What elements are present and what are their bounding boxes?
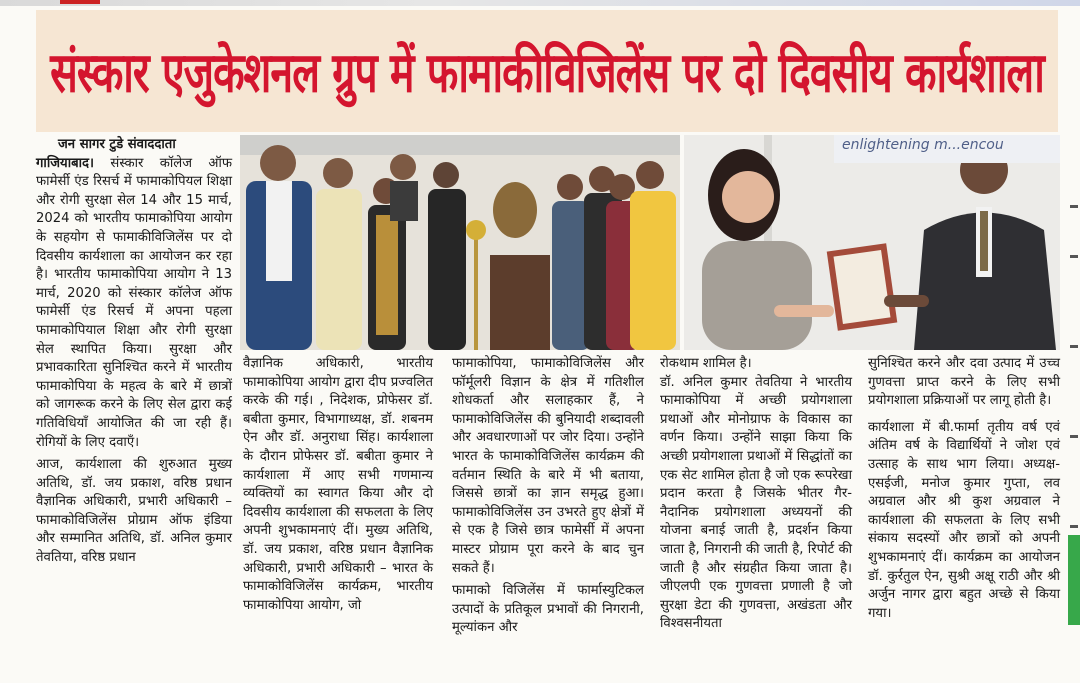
edge-mark xyxy=(1070,435,1078,438)
edge-mark xyxy=(1070,525,1078,528)
column-5-para-1: सुनिश्चित करने और दवा उत्पाद में उच्च गुणवत्ता प्राप्त करने के लिए सभी प्रयोगशाला प्रक्रियाओं पर लागू होती है। xyxy=(868,356,1060,409)
column-3-para-2: फामाको विजिलेंस में फार्मास्युटिकल उत्पादों के प्रतिकूल प्रभावों की निगरानी, मूल्यांकन और xyxy=(452,583,644,636)
photo-lamp-lighting-art xyxy=(240,135,680,350)
column-5 xyxy=(868,355,1060,623)
column-2-para-1: वैज्ञानिक अधिकारी, भारतीय फामाकोपिया आयोग द्वारा दीप प्रज्वलित करके की गई। , निदेशक, प्रोफेसर डॉ. बबीता कुमार, विभागाध्यक्ष, डॉ. शबनम ऐन और डॉ. अनुराधा सिंह। कार्यशाला के दौरान प्रोफेसर डॉ. बबीता कुमार ने कार्यशाला में आए सभी गणमान्य व्यक्तियों का स्वागत किया और दो दिवसीय कार्यशाला की सफलता के लिए अपनी शुभकामनाएं दीं। मुख्य अतिथि, डॉ. जय प्रकाश, वरिष्ठ प्रधान वैज्ञानिक अधिकारी, प्रभारी अधिकारी – भारत के फामाकोविजिलेंस कार्यक्रम, भारतीय फामाकोपिया आयोग, जो xyxy=(243,356,433,613)
top-red-mark xyxy=(60,0,100,4)
column-1-para-1-text: संस्कार कॉलेज ऑफ फामेर्सी एंड रिसर्च में फामाकोपियल शिक्षा और रोगी सुरक्षा सेल 14 और 15 मार्च, 2024 को भारतीय फामाकोपिया आयोग के सहयोग से फामाकीविजिलेंस पर दो दिवसीय कार्यशाला का आयोजन कर रहा है। भारतीय फामाकोपिया आयोग ने 13 मार्च, 2020 को संस्कार कॉलेज ऑफ फामेर्सी एंड रिसर्च में अपना पहला फामाकोपियाल शिक्षा और रोगी सुरक्षा सेल स्थापित किया। सुरक्षा और प्रभावकारिता सुनिश्चित करने में भारतीय फामाकोपिया के महत्व के बारे में छात्रों को जागरूक करने के लिए सेल द्वारा कई गतिविधियाँ आयोजित की जा रही हैं। रोगियों के लिए दवाएँ। xyxy=(36,155,232,450)
dateline: गाजियाबाद। xyxy=(36,155,95,171)
column-1-para-1 xyxy=(36,155,232,453)
headline-band xyxy=(36,10,1058,132)
edge-green-block xyxy=(1068,535,1080,625)
column-1 xyxy=(36,136,232,568)
photo-felicitation xyxy=(684,135,1060,350)
column-2 xyxy=(243,355,433,615)
photo-lamp-lighting xyxy=(240,135,680,350)
column-4 xyxy=(660,355,852,634)
column-3-para-1: फामाकोपिया, फामाकोविजिलेंस और फॉर्मूलरी विज्ञान के क्षेत्र में गतिशील शोधकर्ता और सलाहकार हैं, ने फामाकोविजिलेंस की बुनियादी शब्दावली और अवधारणाओं पर जोर दिया। उन्होंने भारत के फामाकोविजिलेंस कार्यक्रम की वर्तमान स्थिति के बारे में भी बताया, जिससे छात्रों का ज्ञान समृद्ध हुआ। फामाकोविजिलेंस उन उभरते हुए क्षेत्रों में से एक है जिसे छात्र फामेर्सी में अपना मास्टर प्रोग्राम पूरा करने के बाद चुन सकते हैं। xyxy=(452,356,644,576)
photo-felicitation-art xyxy=(684,135,1060,350)
byline: जन सागर टुडे संवाददाता xyxy=(58,137,176,152)
photo-banner xyxy=(834,135,1060,163)
headline: संस्कार एजुकेशनल ग्रुप में फामाकीविजिलेंस पर दो दिवसीय कार्यशाला xyxy=(50,39,1044,105)
edge-mark xyxy=(1070,345,1078,348)
photo-banner-text: enlightening m...encou xyxy=(842,137,1004,153)
adjacent-page-edge xyxy=(1066,135,1080,683)
column-5-para-2: कार्यशाला में बी.फार्मा तृतीय वर्ष एवं अंतिम वर्ष के विद्यार्थियों ने जोश एवं उत्साह के साथ भाग लिया। अध्यक्ष-एसईजी, मनोज कुमार गुप्ता, लव अग्रवाल और श्री कुश अग्रवाल ने कार्यशाला की सफलता के लिए सभी संकाय सदस्यों और छात्रों को अपनी शुभकामनाएं दीं। कार्यक्रम का आयोजन डॉ. कुर्रतुल ऐन, सुश्री अक्षू राठी और श्री अर्जुन नागर द्वारा बहुत अच्छे से किया गया। xyxy=(868,419,1060,621)
column-4-para-2: डॉ. अनिल कुमार तेवतिया ने भारतीय फामाकोपिया में अच्छी प्रयोगशाला प्रथाओं और मोनोग्राफ के विकास का वर्णन किया। उन्होंने साझा किया कि अच्छी प्रयोगशाला प्रथाओं में सिद्धांतों का एक सेट शामिल होता है जो एक रूपरेखा प्रदान करता है जिसके भीतर गैर-नैदानिक प्रयोगशाला अध्ययनों की योजना बनाई जाती है, प्रदर्शन किया जाता है, निगरानी की जाती है, रिपोर्ट की जाती है और संग्रहीत किया जाता है। जीएलपी एक गुणवत्ता प्रणाली है जो सुरक्षा डेटा की गुणवत्ता, अखंडता और विश्वसनीयता xyxy=(660,374,852,632)
top-strip xyxy=(0,0,1080,6)
column-3 xyxy=(452,355,644,638)
edge-mark xyxy=(1070,255,1078,258)
column-1-para-2: आज, कार्यशाला की शुरुआत मुख्य अतिथि, डॉ. जय प्रकाश, वरिष्ठ प्रधान वैज्ञानिक अधिकारी, प्रभारी अधिकारी – फामाकोविजिलेंस प्रोग्राम ऑफ इंडिया और सम्मानित अतिथि, डॉ. अनिल कुमार तेवतिया, वरिष्ठ प्रधान xyxy=(36,457,232,566)
column-4-para-1: रोकथाम शामिल है। xyxy=(660,356,752,371)
edge-mark xyxy=(1070,205,1078,208)
